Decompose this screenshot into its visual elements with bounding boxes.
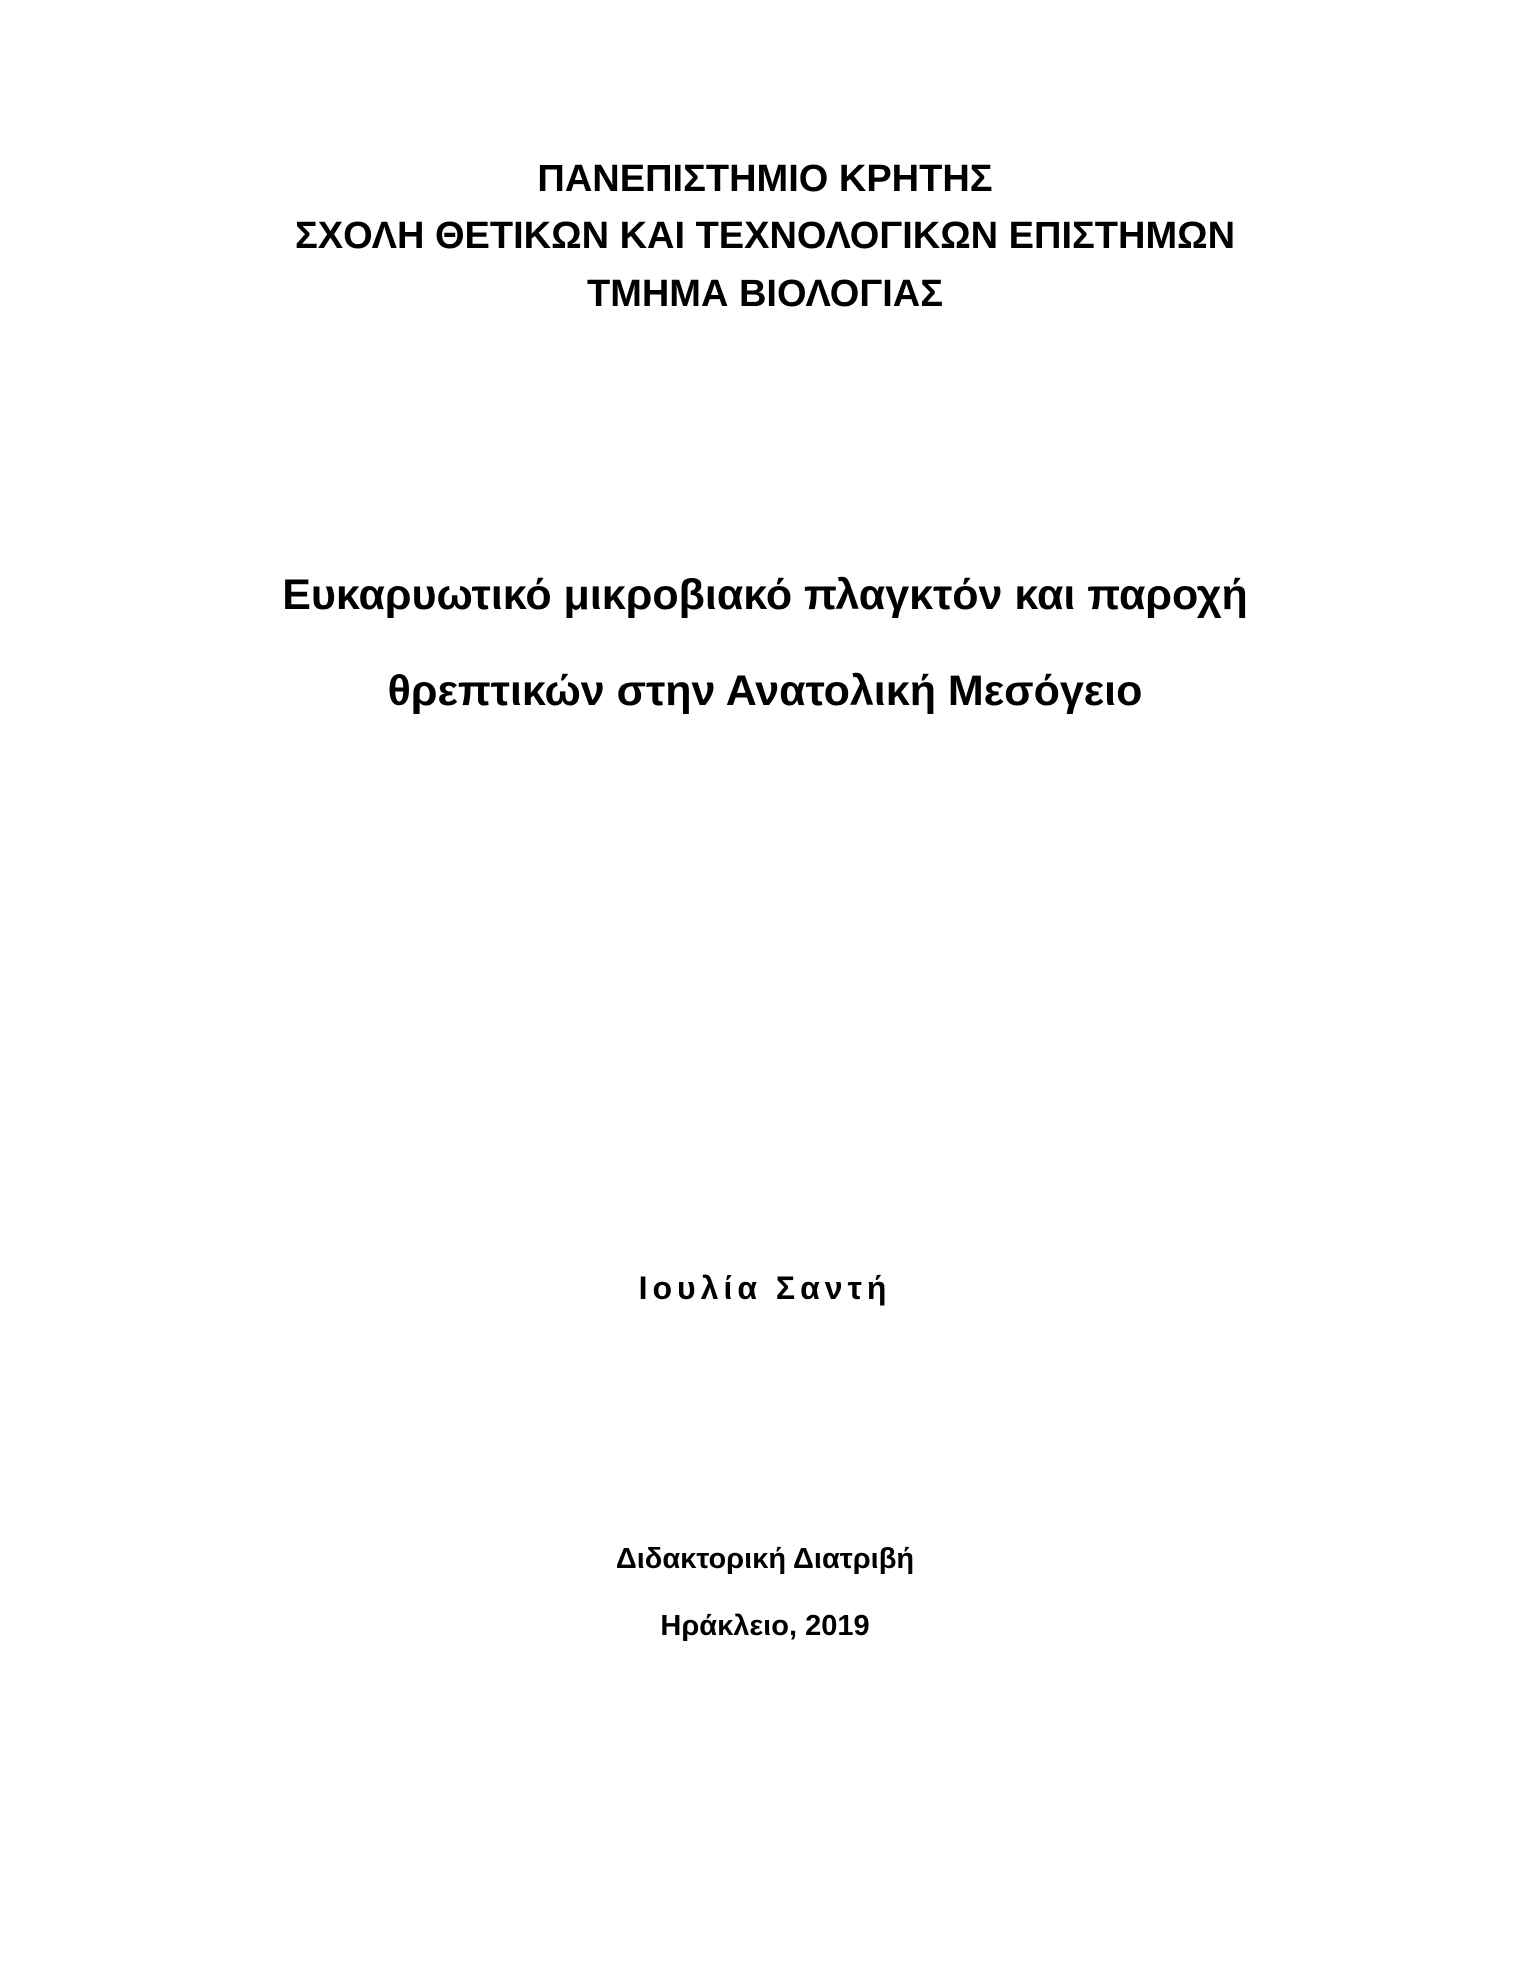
- school-name: ΣΧΟΛΗ ΘΕΤΙΚΩΝ ΚΑΙ ΤΕΧΝΟΛΟΓΙΚΩΝ ΕΠΙΣΤΗΜΩΝ: [294, 215, 1236, 257]
- author-name: Ιουλία Σαντή: [638, 1270, 892, 1306]
- place-and-date: Ηράκλειο, 2019: [660, 1610, 870, 1642]
- department-name: ΤΜΗΜΑ ΒΙΟΛΟΓΙΑΣ: [586, 273, 944, 315]
- document-type: Διδακτορική Διατριβή: [615, 1543, 915, 1575]
- thesis-title-line-2: θρεπτικών στην Ανατολική Μεσόγειο: [387, 667, 1143, 715]
- university-name: ΠΑΝΕΠΙΣΤΗΜΙΟ ΚΡΗΤΗΣ: [537, 158, 993, 200]
- thesis-title-line-1: Ευκαρυωτικό μικροβιακό πλαγκτόν και παροχή: [282, 571, 1248, 619]
